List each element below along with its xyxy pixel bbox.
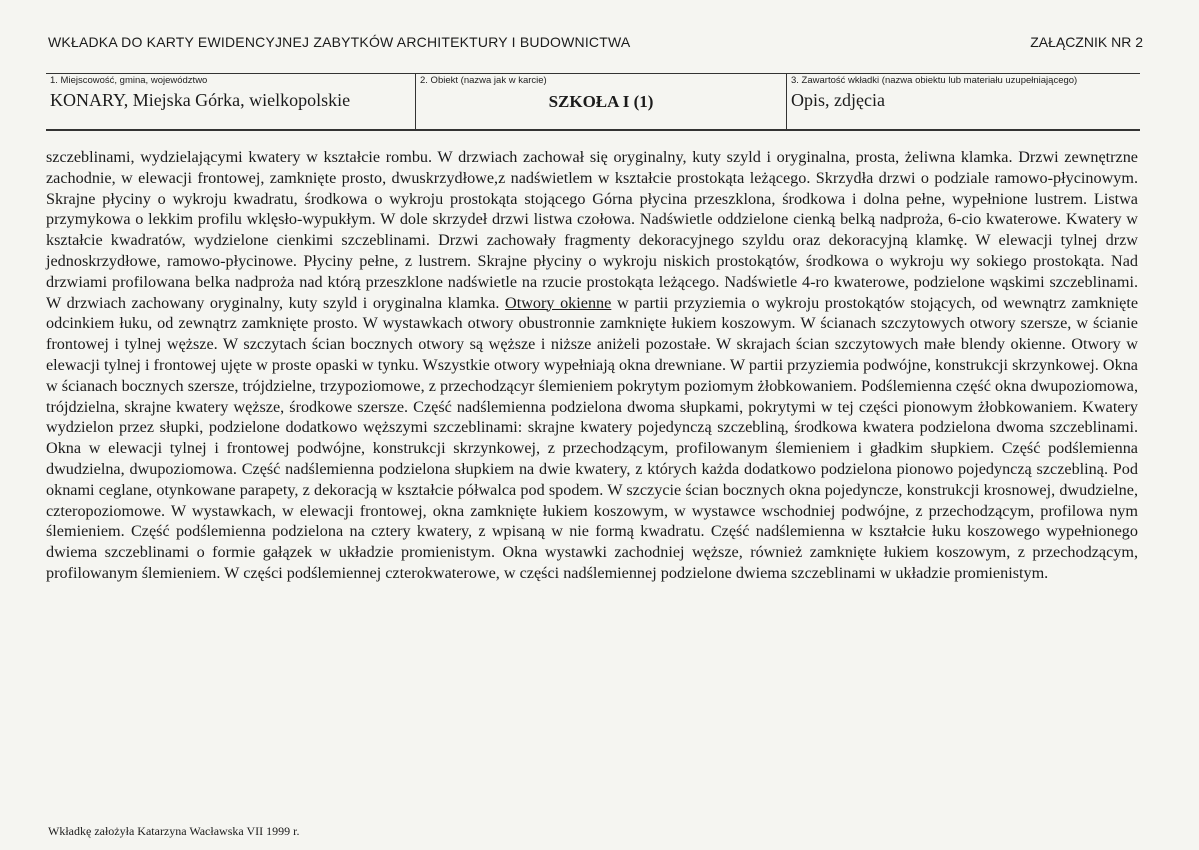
contents-value: Opis, zdjęcia bbox=[791, 90, 885, 110]
object-label: 2. Obiekt (nazwa jak w karcie) bbox=[420, 75, 547, 86]
form-title: WKŁADKA DO KARTY EWIDENCYJNEJ ZABYTKÓW ARCHITEKTURY I BUDOWNICTWA bbox=[48, 34, 631, 50]
info-table bbox=[46, 73, 1140, 131]
object-value: SZKOŁA I (1) bbox=[548, 92, 654, 111]
description-part-2: w partii przyziemia o wykroju prostokątów stojących, od wewnątrz zamknięte odcinkiem łuku, od zewnątrz zamknięte prosto. W wystawkach otwory obustronnie zamknięte łukiem koszowym. W ścianach szczytowych otwory szersze, w ścianie frontowej i tylnej węższe. W szczytach ścian bocznych otwory są węższe i niższe aniżeli pozostałe. W skrajach ścian szczytowych małe blendy okienne. Otwory w elewacji tylnej i frontowej ujęte w proste opaski w tynku. Wszystkie otwory wypełniają okna drewniane. W partii przyziemia podwójne, konstrukcji skrzynkowej. Okna w ścianach bocznych szersze, trójdzielne, trzypoziomowe, z przechodzącyr ślemieniem pokrytym poziomym żłobkowaniem. Podślemienna część okna dwupoziomowa, trójdzielna, skrajne kwatery węższe, środkowe szersze. Część nadślemienna podzielona dwoma słupkami, pokrytymi w tej części pionowym żłobkowaniem. Kwatery wydzielon przez słupki, podzielone dodatkowo węższymi szczeblinami: skrajne kwatery pojedynczą szczebliną, środkowa kwatera podzielona dwoma szczeblinami. Okna w elewacji tylnej i frontowej podwójne, konstrukcji skrzynkowej, z przechodzącym, profilowanym ślemieniem i gładkim słupkiem. Część podślemienna dwudzielna, dwupoziomowa. Część nadślemienna podzielona słupkiem na dwie kwatery, z których każda dodatkowo podzielona pionowo pojedynczą szczebliną. Pod oknami ceglane, otynkowane parapety, z dekoracją w kształcie półwalca pod spodem. W szczycie ścian bocznych okna pojedyncze, konstrukcji krosnowej, dwudzielne, czteropoziomowe. W wystawkach, w elewacji frontowej, okna zamknięte łukiem koszowym, w wystawce wschodniej podwójne, z przechodzącym, profilowa nym ślemieniem. Część podślemienna podzielona na cztery kwatery, z wpisaną w nie formą kwadratu. Część nadślemienna w kształcie łuku koszowego wypełnionego dwiema szczeblinami o formie gałązek w układzie promienistym. Okna wystawki zachodniej węższe, również zamknięte łukiem koszowym, z przechodzącym, profilowanym ślemieniem. W części podślemiennej czterokwaterowe, w części nadślemiennej podzielone dwiema szczeblinami w układzie promienistym. bbox=[46, 293, 1138, 582]
annex-number: ZAŁĄCZNIK NR 2 bbox=[1030, 34, 1143, 50]
author-note: Wkładkę założyła Katarzyna Wacławska VII 1999 r. bbox=[48, 824, 300, 838]
location-cell bbox=[46, 74, 416, 129]
location-label: 1. Miejscowość, gmina, województwo bbox=[50, 75, 208, 86]
location-value: KONARY, Miejska Górka, wielkopolskie bbox=[50, 90, 351, 110]
description-text bbox=[46, 147, 1138, 584]
contents-label: 3. Zawartość wkładki (nazwa obiektu lub materiału uzupełniającego) bbox=[791, 75, 1078, 86]
window-openings-heading: Otwory okienne bbox=[505, 293, 612, 312]
object-cell bbox=[416, 74, 787, 129]
description-part-1: szczeblinami, wydzielającymi kwatery w kształcie rombu. W drzwiach zachował się oryginalny, kuty szyld i oryginalna, prosta, żeliwna klamka. Drzwi zewnętrzne zachodnie, w elewacji frontowej, zamknięte prosto, dwuskrzydłowe,z nadświetlem w kształcie prostokąta leżącego. Skrzydła drzwi o podziale ramowo-płycinowym. Skrajne płyciny o wykroju kwadratu, środkowa o wykroju prostokąta stojącego Górna płycina przeszklona, środkowa i dolna pełne, wypełnione lustrem. Listwa przymykowa o lekkim profilu wklęsło-wypukłym. W dole skrzydeł drzwi listwa czołowa. Nadświetle oddzielone cienką belką nadproża, 6-cio kwaterowe. Kwatery w kształcie kwadratów, wydzielone cienkimi szczeblinami. Drzwi zachowały fragmenty dekoracyjnego szyldu oraz dekoracyjną klamkę. W elewacji tylnej drzw jednoskrzydłowe, ramowo-płycinowe. Płyciny pełne, z lustrem. Skrajne płyciny o wykroju niskich prostokątów, środkowa o wykroju wy sokiego prostokąta. Nad drzwiami profilowana belka nadproża nad którą przeszklone nadświetle na rzucie prostokąta leżącego. Nadświetle 4-ro kwaterowe, podzielone wąskimi szczeblinami. W drzwiach zachowany oryginalny, kuty szyld i oryginalna klamka. bbox=[46, 148, 1138, 312]
contents-cell bbox=[787, 74, 1140, 129]
